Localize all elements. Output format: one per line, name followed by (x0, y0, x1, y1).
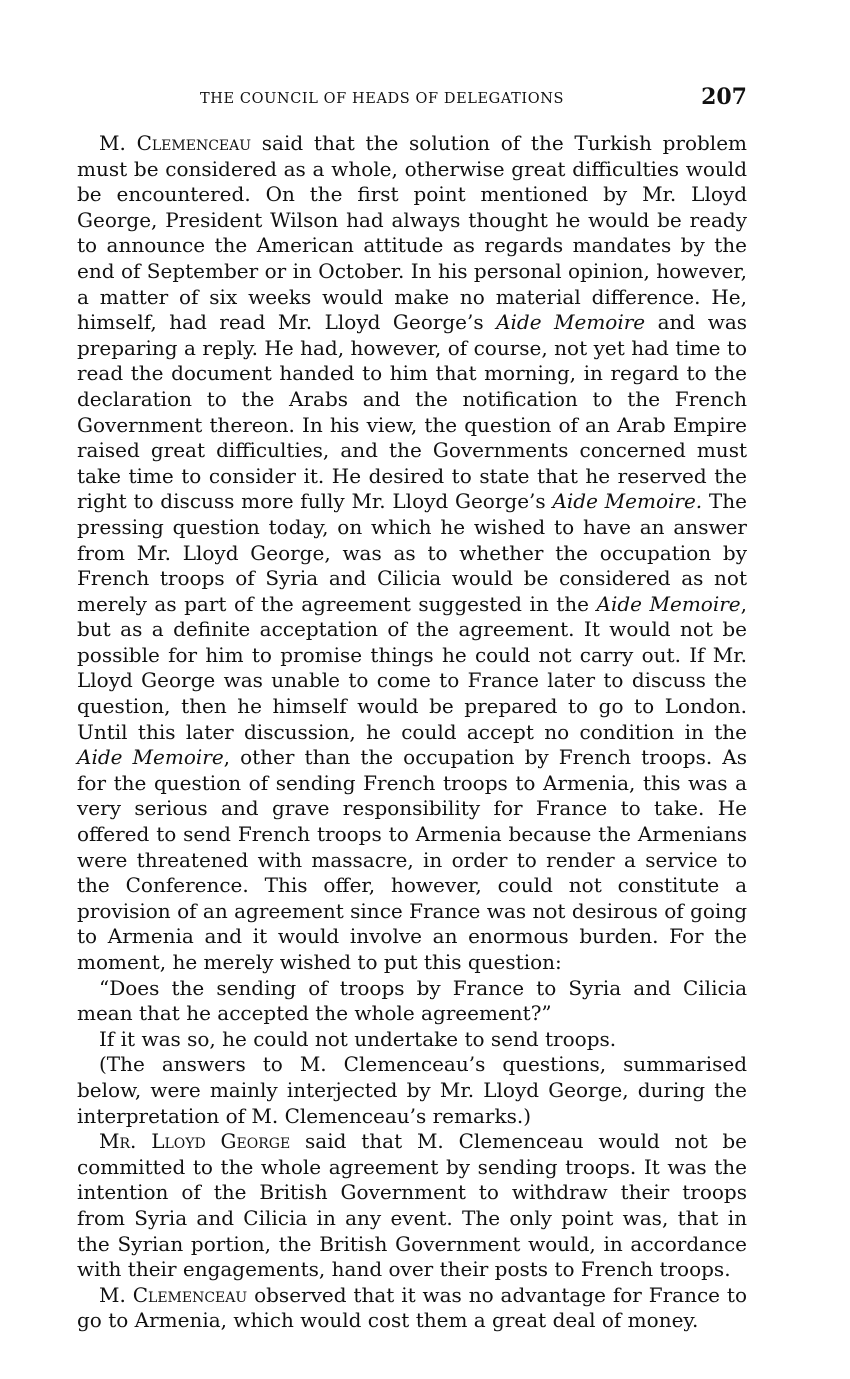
italic-title: Aide Memoire (77, 745, 224, 770)
text-run: The pressing question today, on which he wished to have an answer from Mr. Lloyd George, was as to whether the occupation by French troops of Syria and Cilicia would be considered as not merely as part of the agreement suggested in the (77, 489, 747, 616)
speaker-name: M. Clemenceau (99, 1282, 248, 1307)
page-header (77, 84, 747, 114)
text-run: said that the solution of the Turkish problem must be considered as a whole, otherwise great difficulties would be encountered. On the first point mentioned by Mr. Lloyd George, President Wilson had always thought he would be ready to announce the American attitude as regards mandates by the end of September or in October. In his personal opinion, however, a matter of six weeks would make no material difference. He, himself, had read Mr. Lloyd George’s (77, 131, 747, 335)
paragraph: “Does the sending of troops by France to Syria and Cilicia mean that he accepted the whole agreement?” (77, 975, 747, 1026)
speaker-name: M. Clemenceau (99, 131, 252, 155)
text-run: , but as a definite acceptation of the agreement. It would not be possible for him to promise things he could not carry out. If Mr. Lloyd George was unable to come to France later to discuss the question, then he himself would be prepared to go to London. Until this later discussion, he could accept no condition in the (77, 591, 747, 744)
body-text (77, 131, 747, 1334)
italic-title: Aide Memoire. (552, 489, 703, 514)
text-run: and was preparing a reply. He had, however, of course, not yet had time to read the document handed to him that morning, in regard to the declaration to the Arabs and the notification to the French Government thereon. In his view, the question of an Arab Empire raised great difficulties, and the Governments concerned must take time to consider it. He desired to state that he reserved the right to discuss more fully Mr. Lloyd George’s (77, 310, 748, 514)
text-run: observed that it was no advantage for France to go to Armenia, which would cost them a great deal of money. (77, 1282, 747, 1333)
italic-title: Aide Memoire (496, 310, 646, 335)
running-head: THE COUNCIL OF HEADS OF DELEGATIONS (200, 91, 565, 107)
paragraph (77, 1129, 747, 1283)
paragraph: (The answers to M. Clemenceau’s questions, summarised below, were mainly interjected by Mr. Lloyd George, during the interpretation of M. Clemenceau’s remarks.) (77, 1052, 747, 1128)
italic-title: Aide Memoire (596, 591, 741, 616)
speaker-name: Mr. Lloyd George (99, 1129, 291, 1154)
page-number: 207 (701, 84, 747, 110)
paragraph (77, 1283, 747, 1334)
text-run: , other than the occupation by French troops. As for the question of sending French troops to Armenia, this was a very serious and grave responsibility for France to take. He offered to send French troops to Armenia because the Armenians were threatened with massacre, in order to render a service to the Conference. This offer, however, could not constitute a provision of an agreement since France was not desirous of going to Armenia and it would involve an enormous burden. For the moment, he merely wished to put this question: (77, 745, 747, 974)
text-run: said that M. Clemenceau would not be committed to the whole agreement by sending troops. It was the intention of the British Government to withdraw their troops from Syria and Cilicia in any event. The only point was, that in the Syrian portion, the British Government would, in accordance with their engagements, hand over their posts to French troops. (77, 1129, 748, 1282)
paragraph (77, 131, 747, 976)
paragraph: If it was so, he could not undertake to send troops. (99, 1026, 617, 1051)
